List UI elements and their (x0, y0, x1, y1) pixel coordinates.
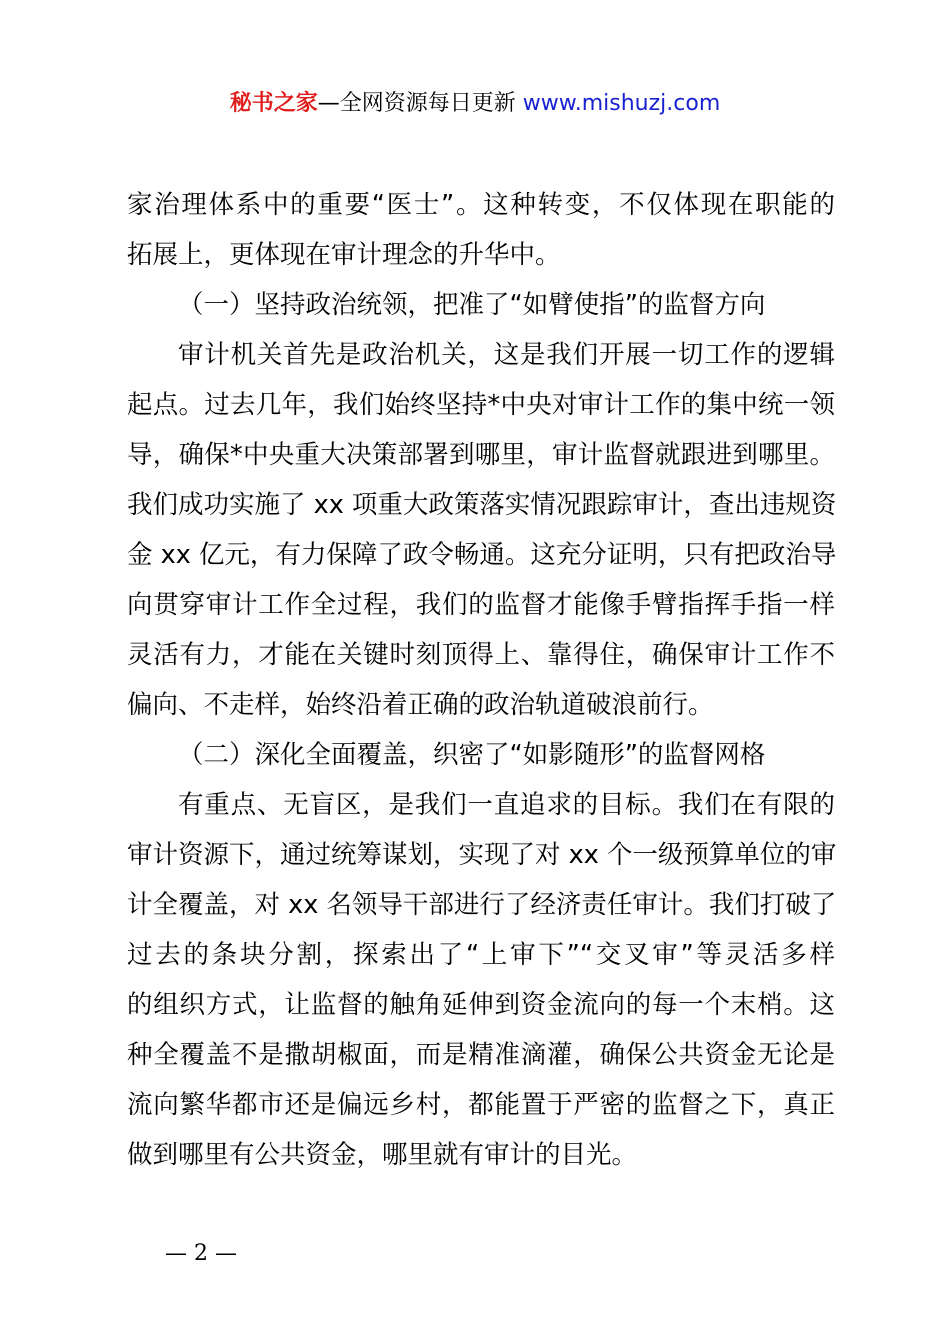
body-line: 导，确保*中央重大决策部署到哪里，审计监督就跟进到哪里。 (127, 440, 835, 470)
body-line: 拓展上，更体现在审计理念的升华中。 (127, 240, 561, 270)
body-line: 家治理体系中的重要“医士”。这种转变，不仅体现在职能的 (127, 190, 835, 220)
page-header (0, 86, 950, 122)
body-line: 金 xx 亿元，有力保障了政令畅通。这充分证明，只有把政治导 (127, 540, 837, 570)
header-brand: 秘书之家 (229, 91, 318, 116)
header-tagline: —全网资源每日更新 (317, 91, 523, 116)
body-line: 种全覆盖不是撒胡椒面，而是精准滴灌，确保公共资金无论是 (127, 1040, 835, 1070)
body-line: 审计资源下，通过统筹谋划，实现了对 xx 个一级预算单位的审 (127, 840, 837, 870)
body-line: 我们成功实施了 xx 项重大政策落实情况跟踪审计，查出违规资 (127, 490, 837, 520)
body-line: 计全覆盖，对 xx 名领导干部进行了经济责任审计。我们打破了 (127, 890, 837, 920)
body-line: 向贯穿审计工作全过程，我们的监督才能像手臂指挥手指一样 (127, 590, 835, 620)
body-line: 做到哪里有公共资金，哪里就有审计的目光。 (127, 1140, 638, 1170)
document-body (127, 180, 835, 1180)
section-heading-2: （二）深化全面覆盖，织密了“如影随形”的监督网格 (178, 740, 766, 770)
paragraph-first-line: 审计机关首先是政治机关，这是我们开展一切工作的逻辑 (178, 340, 835, 370)
body-line: 的组织方式，让监督的触角延伸到资金流向的每一个末梢。这 (127, 990, 835, 1020)
body-line: 起点。过去几年，我们始终坚持*中央对审计工作的集中统一领 (127, 390, 835, 420)
section-heading-1: （一）坚持政治统领，把准了“如臂使指”的监督方向 (178, 290, 766, 320)
body-line: 流向繁华都市还是偏远乡村，都能置于严密的监督之下，真正 (127, 1090, 835, 1120)
paragraph-first-line: 有重点、无盲区，是我们一直追求的目标。我们在有限的 (178, 790, 835, 820)
page-number: — 2 — (165, 1241, 237, 1266)
body-line: 过去的条块分割，探索出了“上审下”“交叉审”等灵活多样 (127, 940, 835, 970)
body-line: 偏向、不走样，始终沿着正确的政治轨道破浪前行。 (127, 690, 714, 720)
body-line: 灵活有力，才能在关键时刻顶得上、靠得住，确保审计工作不 (127, 640, 835, 670)
header-url-link[interactable]: www.mishuzj.com (522, 91, 721, 116)
